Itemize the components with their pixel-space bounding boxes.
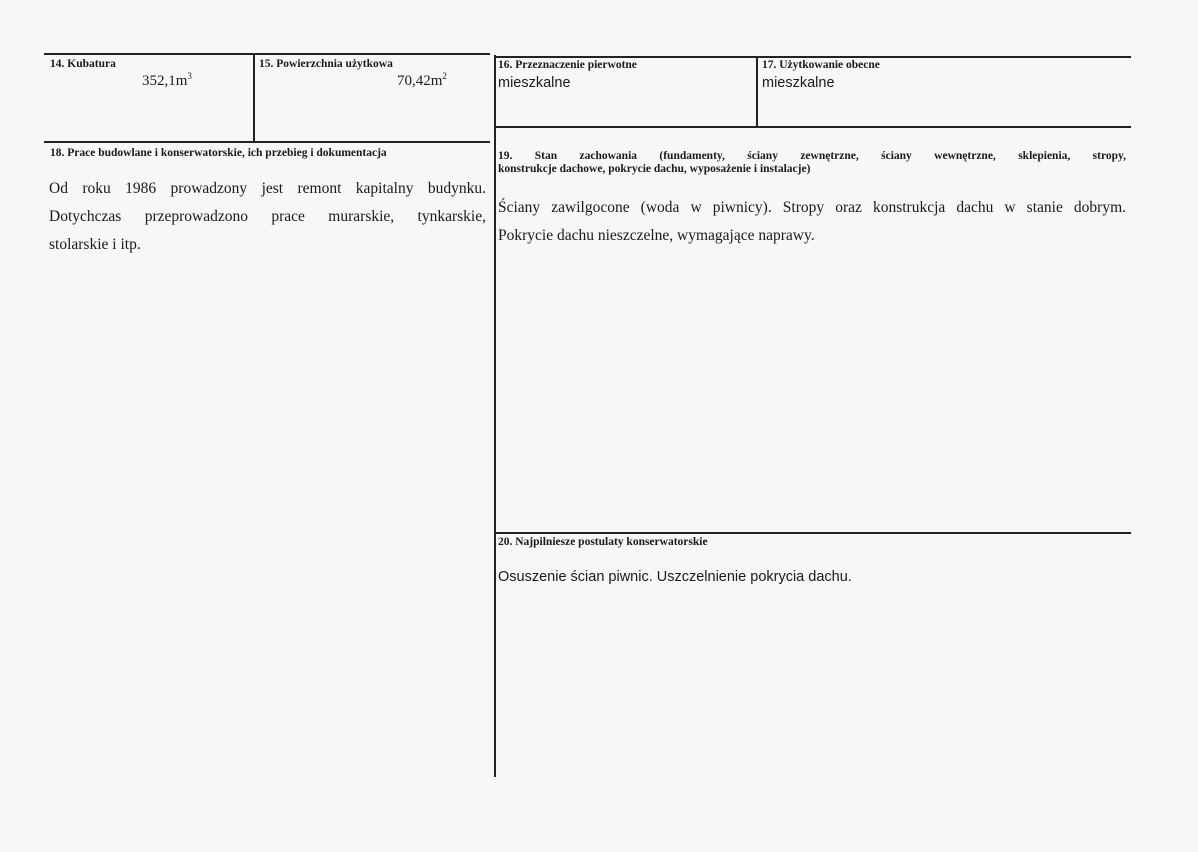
field-19-line-2: Pokrycie dachu nieszczelne, wymagające naprawy.	[498, 227, 815, 244]
row-divider-14-15	[44, 141, 490, 143]
field-15-label: 15. Powierzchnia użytkowa	[259, 58, 393, 70]
field-15-unit-sup: 2	[442, 71, 447, 81]
divider-14-15	[253, 53, 255, 141]
field-14-number: 352,1m	[142, 73, 188, 89]
field-16-label: 16. Przeznaczenie pierwotne	[498, 59, 637, 71]
field-15-value	[397, 73, 447, 90]
table-top-border	[44, 53, 490, 55]
row-divider-19-20	[494, 532, 1131, 534]
field-18-line-3: stolarskie i itp.	[49, 236, 141, 253]
field-20-label: 20. Najpilniesze postulaty konserwatorskie	[498, 536, 708, 548]
field-15-number: 70,42m	[397, 73, 443, 89]
field-20-value: Osuszenie ścian piwnic. Uszczelnienie pokrycia dachu.	[498, 569, 852, 585]
field-14-label: 14. Kubatura	[50, 58, 116, 70]
field-19-label	[498, 150, 1126, 176]
row-divider-16-17	[494, 126, 1131, 128]
field-16-value: mieszkalne	[498, 75, 571, 91]
field-18-label: 18. Prace budowlane i konserwatorskie, ich przebieg i dokumentacja	[50, 147, 387, 159]
field-18-line-1: Od roku 1986 prowadzony jest remont kapitalny budynku.	[49, 180, 486, 197]
field-18-text	[49, 175, 486, 259]
field-17-value: mieszkalne	[762, 75, 835, 91]
divider-16-17	[756, 56, 758, 127]
field-17-label: 17. Użytkowanie obecne	[762, 59, 880, 71]
field-18-line-2: Dotychczas przeprowadzono prace murarskie, tynkarskie,	[49, 208, 486, 225]
field-14-unit-sup: 3	[187, 71, 192, 81]
field-19-label-line-2: konstrukcje dachowe, pokrycie dachu, wyposażenie i instalacje)	[498, 163, 811, 175]
divider-left-right	[494, 55, 496, 777]
field-19-text	[498, 194, 1126, 250]
field-19-label-line-1: 19. Stan zachowania (fundamenty, ściany zewnętrzne, ściany wewnętrzne, sklepienia, stropy,	[498, 150, 1126, 162]
table-top-border-right	[494, 56, 1131, 58]
field-14-value	[142, 73, 192, 90]
field-19-line-1: Ściany zawilgocone (woda w piwnicy). Stropy oraz konstrukcja dachu w stanie dobrym.	[498, 199, 1126, 216]
